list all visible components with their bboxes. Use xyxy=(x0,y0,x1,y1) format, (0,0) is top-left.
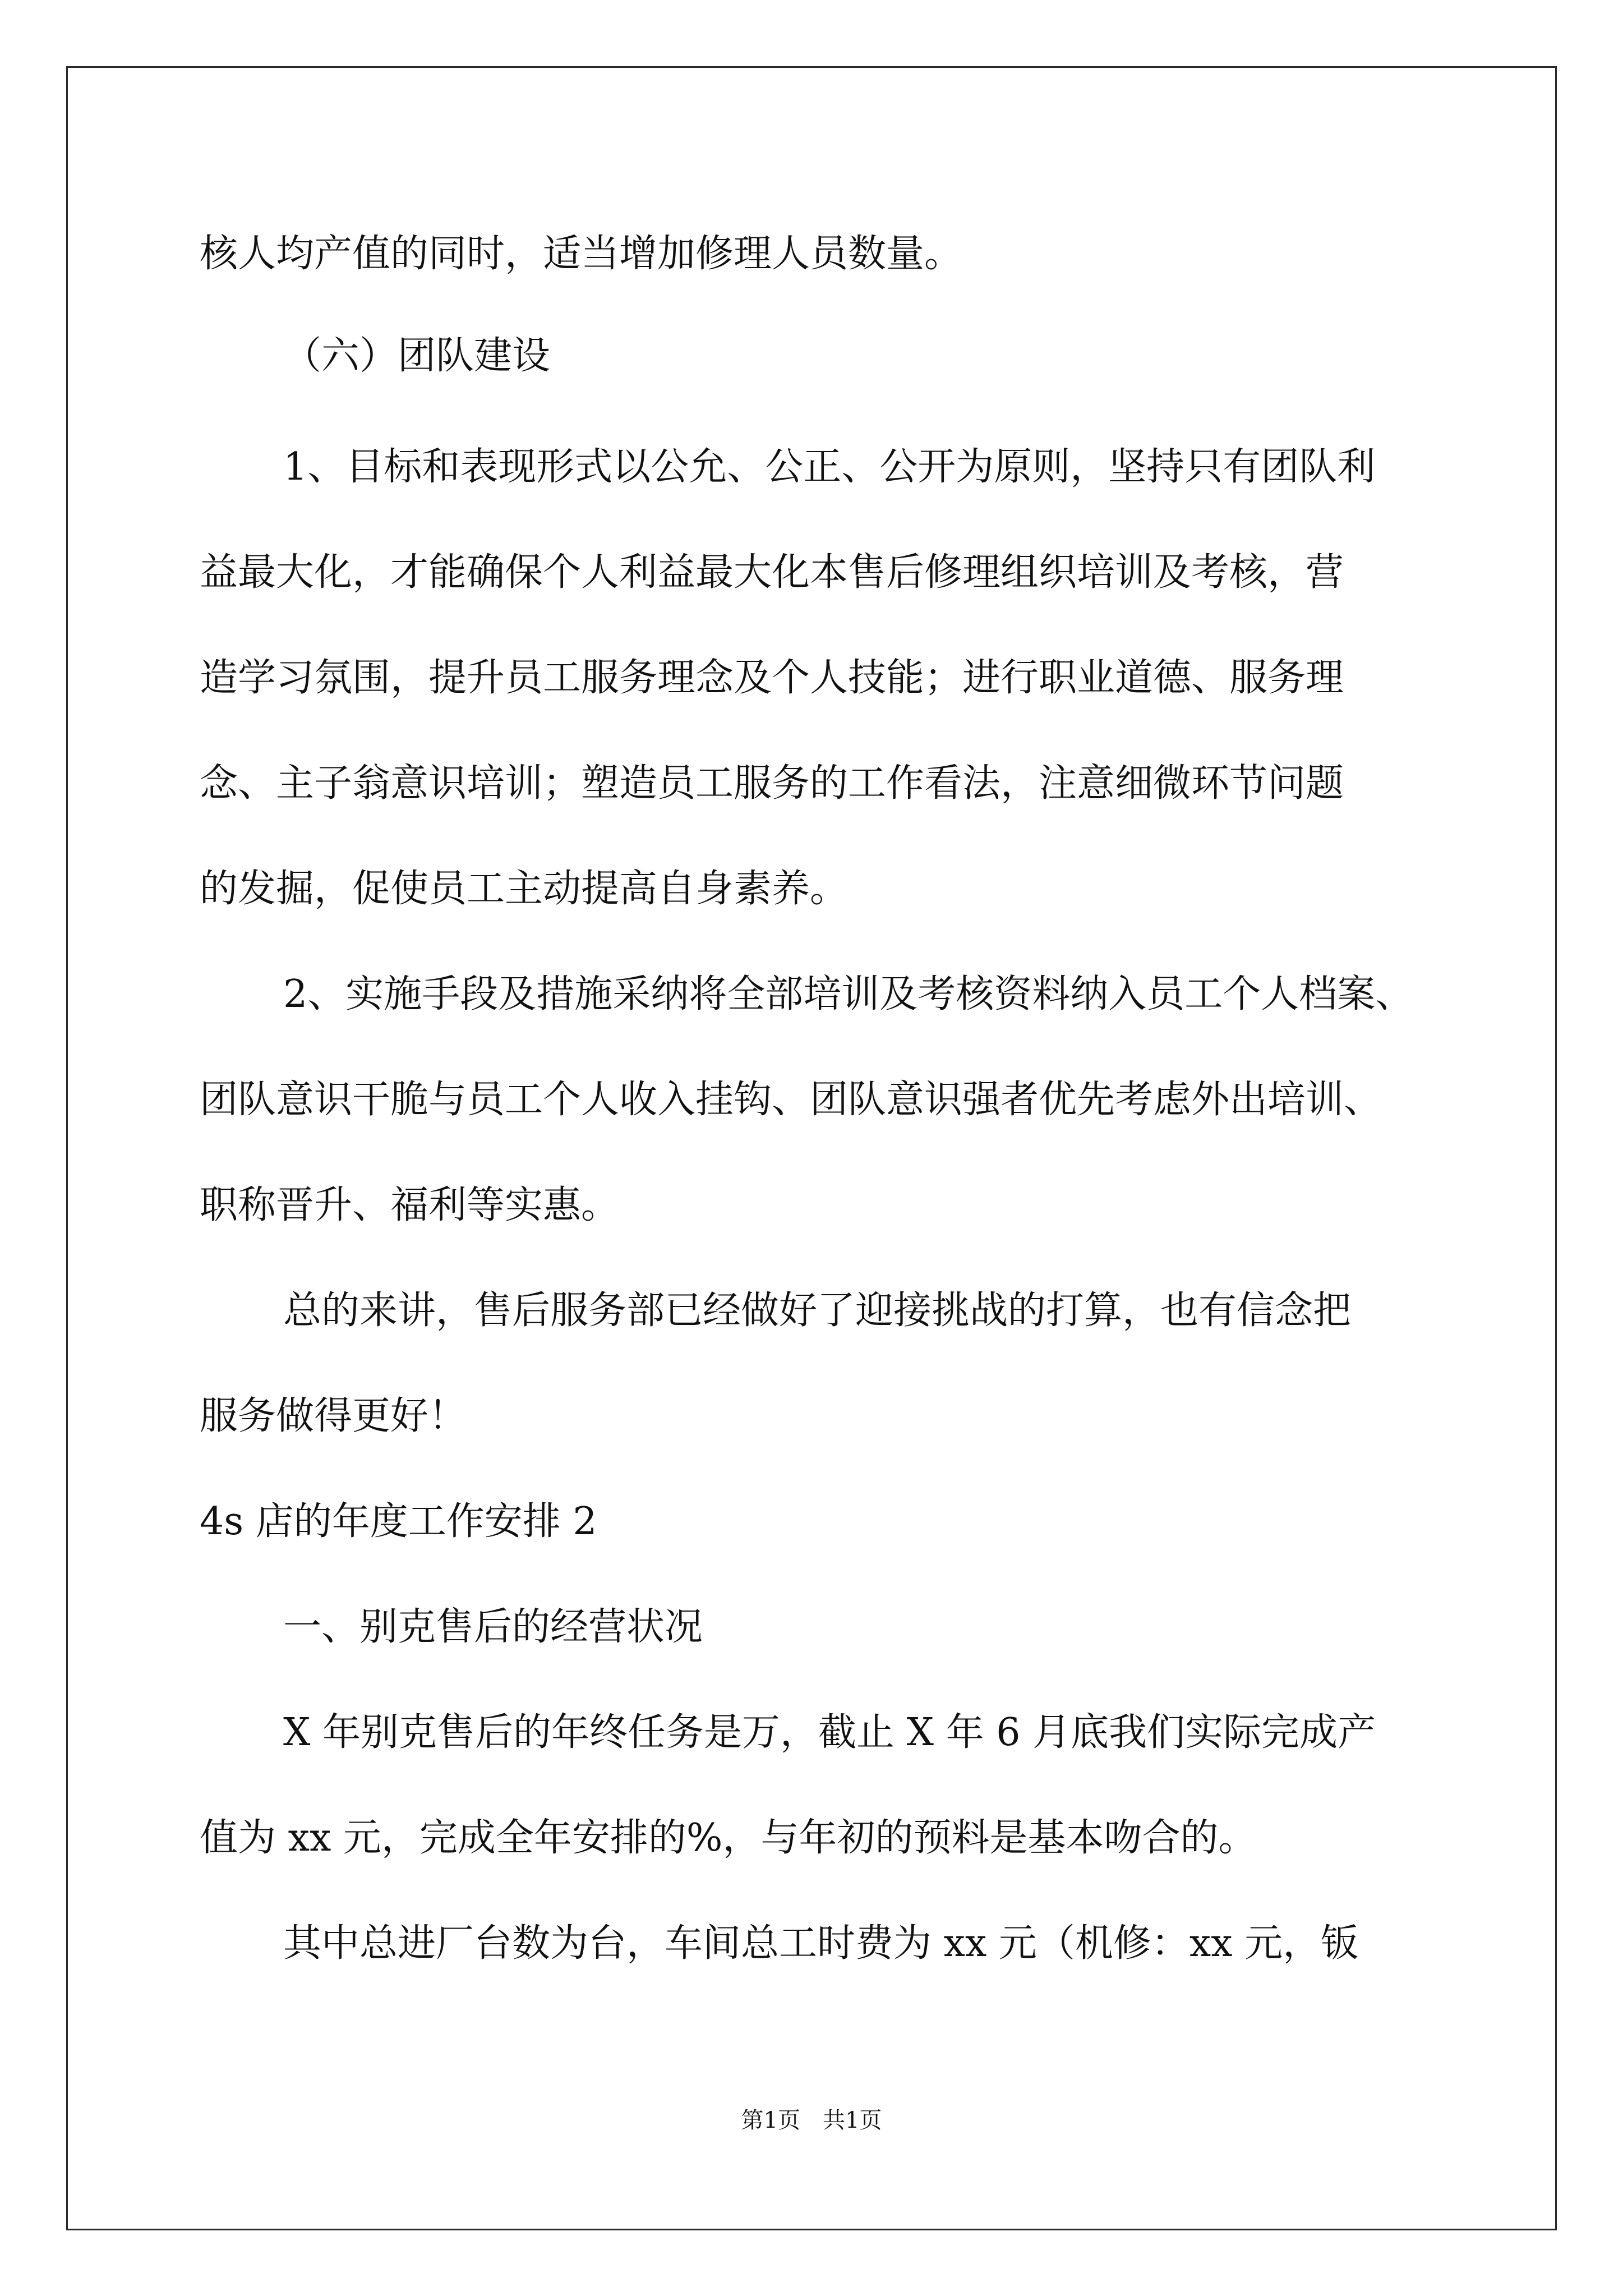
text-line-8: 2、实施手段及措施采纳将全部培训及考核资料纳入员工个人档案、 xyxy=(283,972,1414,1016)
text-line-6: 念、主子翁意识培训；塑造员工服务的工作看法，注意细微环节问题 xyxy=(200,761,1344,806)
text-line-3: 1、目标和表现形式以公允、公正、公开为原则，坚持只有团队利 xyxy=(283,445,1376,489)
page-footer: 第1页 共1页 xyxy=(741,2108,882,2133)
document-heading-4s: 4s 店的年度工作安排 2 xyxy=(200,1499,597,1544)
text-line-1: 核人均产值的同时，适当增加修理人员数量。 xyxy=(200,232,963,276)
text-line-16: 值为 xx 元，完成全年安排的%，与年初的预料是基本吻合的。 xyxy=(200,1816,1257,1860)
text-line-11: 总的来讲，售后服务部已经做好了迎接挑战的打算，也有信念把 xyxy=(283,1289,1352,1333)
section-heading-team: （六）团队建设 xyxy=(283,334,551,378)
text-line-7: 的发掘，促使员工主动提高自身素养。 xyxy=(200,867,849,911)
text-line-15: X 年别克售后的年终任务是万，截止 X 年 6 月底我们实际完成产 xyxy=(283,1710,1376,1755)
text-line-5: 造学习氛围，提升员工服务理念及个人技能；进行职业道德、服务理 xyxy=(200,656,1344,700)
text-line-17: 其中总进厂台数为台，车间总工时费为 xx 元（机修：xx 元，钣 xyxy=(283,1921,1359,1966)
text-line-9: 团队意识干脆与员工个人收入挂钩、团队意识强者优先考虑外出培训、 xyxy=(200,1078,1382,1122)
text-line-10: 职称晋升、福利等实惠。 xyxy=(200,1183,620,1227)
text-line-4: 益最大化，才能确保个人利益最大化本售后修理组织培训及考核，营 xyxy=(200,550,1344,595)
section-heading-buick: 一、别克售后的经营状况 xyxy=(283,1605,703,1649)
text-line-12: 服务做得更好！ xyxy=(200,1394,467,1438)
page-border xyxy=(66,66,1557,2230)
